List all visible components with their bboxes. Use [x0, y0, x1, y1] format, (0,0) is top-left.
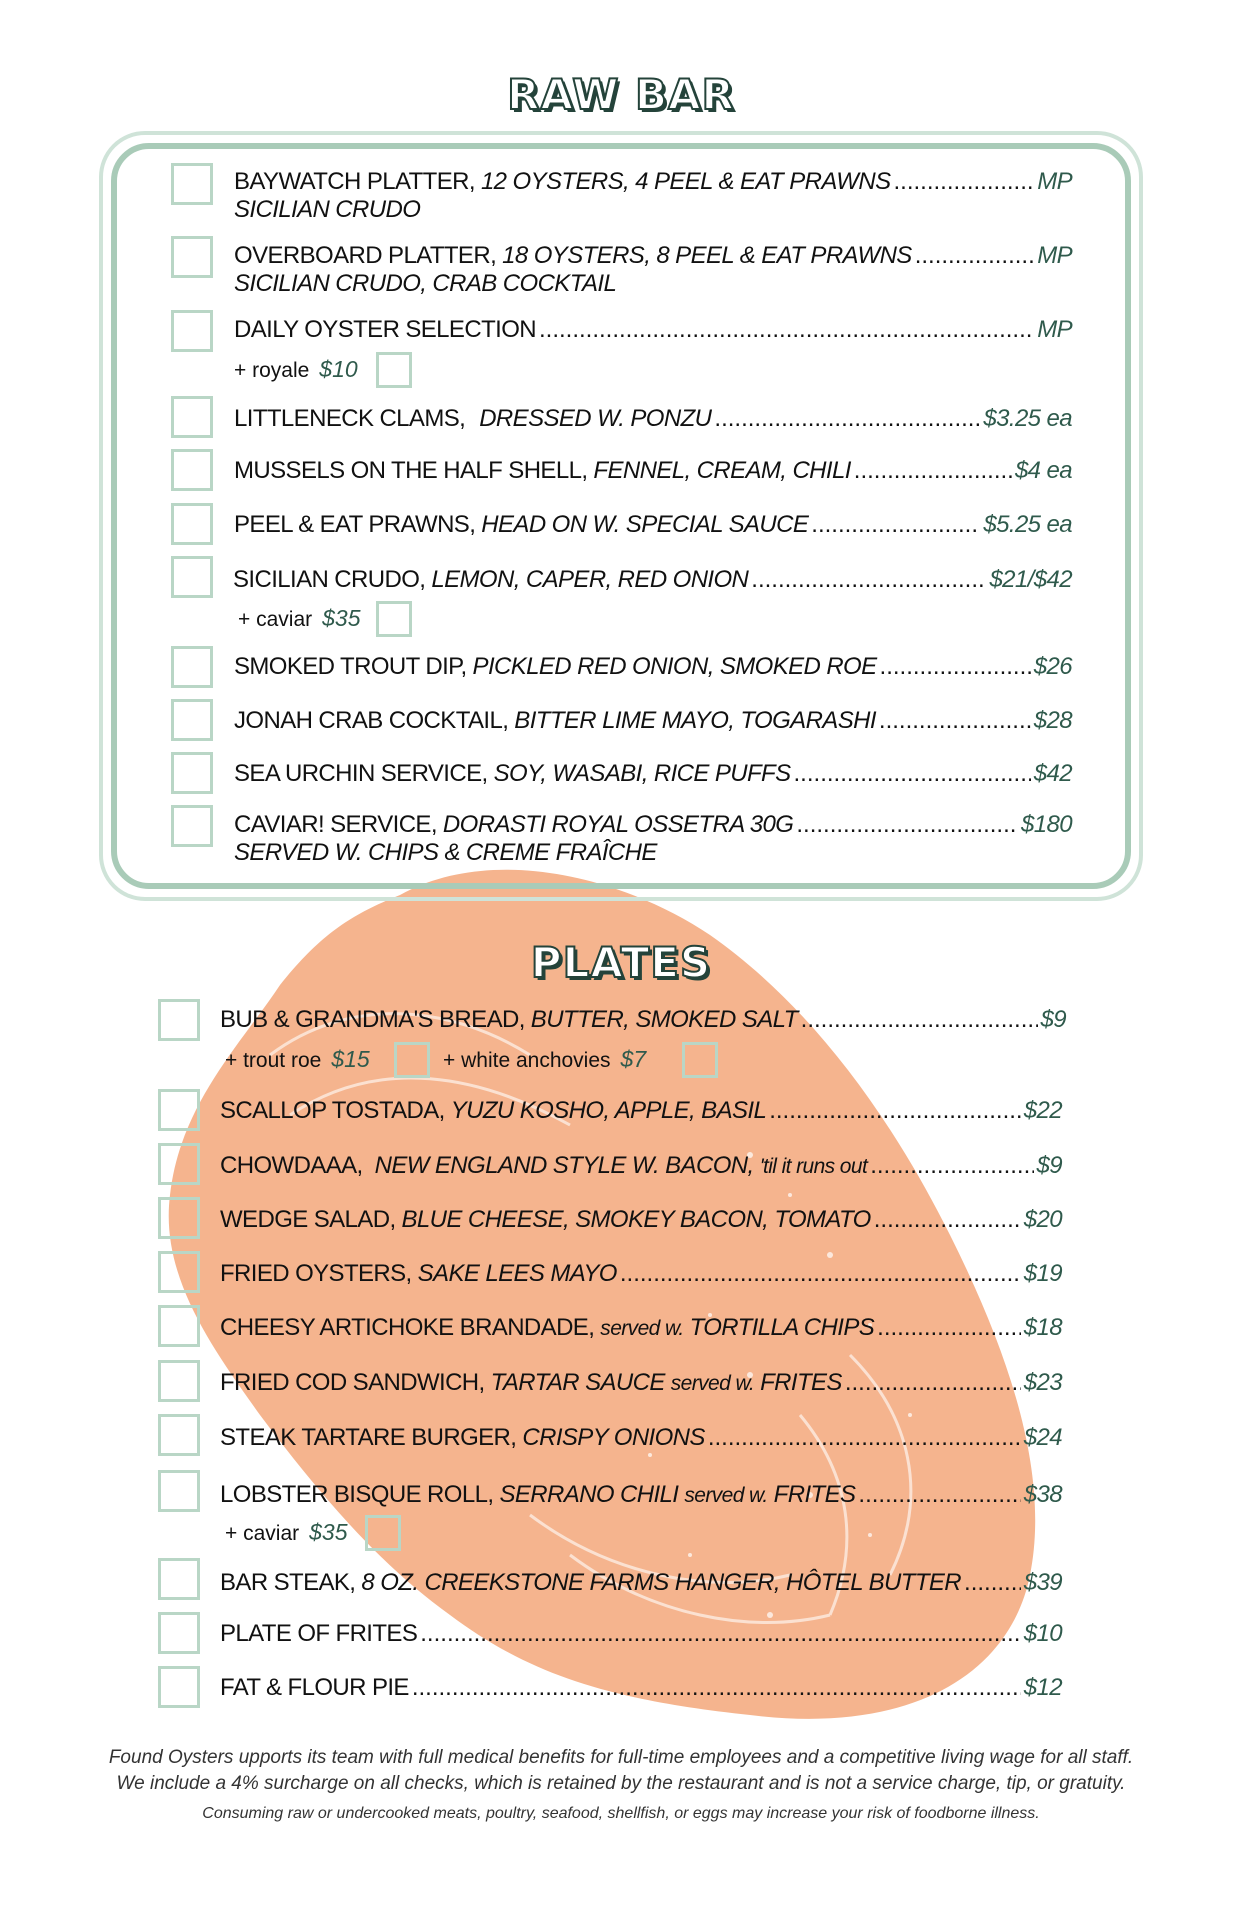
item-note: served w.	[670, 1372, 755, 1395]
item-price: $38	[1023, 1481, 1062, 1508]
item-price: MP	[1037, 316, 1072, 343]
item-desc: SERRANO CHILI	[499, 1481, 679, 1508]
menu-item	[234, 760, 1072, 788]
item-name: PLATE OF FRITES	[220, 1620, 418, 1647]
oyster-shell-illustration	[150, 855, 1070, 1735]
item-name: CHEESY ARTICHOKE BRANDADE,	[220, 1314, 595, 1341]
item-name: FRIED OYSTERS,	[220, 1260, 412, 1287]
item-name: DAILY OYSTER SELECTION	[234, 316, 536, 343]
addon-price: $7	[620, 1046, 647, 1072]
plates-title: PLATES	[530, 938, 712, 987]
item-price: $12	[1023, 1674, 1062, 1701]
checkbox[interactable]	[158, 999, 200, 1041]
item-desc-2: FRITES	[773, 1481, 856, 1508]
checkbox[interactable]	[158, 1089, 200, 1131]
checkbox[interactable]	[171, 236, 213, 278]
menu-item	[234, 511, 1072, 539]
dot-leader	[751, 566, 986, 594]
checkbox[interactable]	[158, 1197, 200, 1239]
menu-item	[220, 1674, 1062, 1702]
menu-item	[220, 1206, 1062, 1234]
item-price: $5.25 ea	[983, 511, 1072, 538]
dot-leader	[796, 811, 1018, 839]
checkbox[interactable]	[158, 1666, 200, 1708]
item-price: $18	[1023, 1314, 1062, 1341]
item-desc: BUTTER, SMOKED SALT	[530, 1006, 798, 1033]
dot-leader	[539, 316, 1034, 344]
item-name: SICILIAN CRUDO,	[233, 566, 426, 593]
checkbox[interactable]	[158, 1251, 200, 1293]
item-price: $28	[1033, 707, 1072, 734]
item-price: MP	[1037, 242, 1072, 269]
addon	[225, 1518, 348, 1548]
checkbox[interactable]	[158, 1612, 200, 1654]
item-price: $21/$42	[989, 566, 1072, 593]
item-name: SMOKED TROUT DIP,	[234, 653, 467, 680]
item-desc: HEAD ON W. SPECIAL SAUCE	[481, 511, 809, 538]
item-desc: YUZU KOSHO, APPLE, BASIL	[450, 1097, 767, 1124]
item-sub: SICILIAN CRUDO	[234, 196, 421, 223]
checkbox[interactable]	[171, 699, 213, 741]
footer-benefits: Found Oysters upports its team with full medical benefits for full-time employees and a competitive living wage for all staff.	[108, 1747, 1134, 1768]
addon-label: + trout roe	[225, 1049, 322, 1072]
addon	[443, 1045, 646, 1075]
checkbox[interactable]	[171, 163, 213, 205]
item-name: CAVIAR! SERVICE,	[234, 811, 437, 838]
item-name: BAR STEAK,	[220, 1569, 356, 1596]
menu-item	[220, 1097, 1062, 1125]
item-name: BUB & GRANDMA'S BREAD,	[220, 1006, 525, 1033]
item-price: $20	[1023, 1206, 1062, 1233]
item-sub: SERVED W. CHIPS & CREME FRAÎCHE	[234, 839, 657, 866]
item-desc: DORASTI ROYAL OSSETRA 30G	[442, 811, 794, 838]
menu-item	[234, 168, 1072, 196]
addon-label: + royale	[234, 359, 310, 382]
menu-item	[234, 811, 1072, 839]
item-price: $4 ea	[1014, 457, 1072, 484]
addon-checkbox[interactable]	[376, 352, 412, 388]
dot-leader	[794, 760, 1031, 788]
menu-item	[220, 1481, 1062, 1510]
item-price: $23	[1023, 1369, 1062, 1396]
addon-checkbox[interactable]	[394, 1042, 430, 1078]
item-desc: CRISPY ONIONS	[522, 1424, 705, 1451]
item-price: MP	[1037, 168, 1072, 195]
item-desc: TARTAR SAUCE	[490, 1369, 665, 1396]
dot-leader	[915, 242, 1034, 270]
addon-checkbox[interactable]	[682, 1042, 718, 1078]
addon-price: $10	[319, 356, 358, 382]
menu-item	[220, 1369, 1062, 1398]
dot-leader	[874, 1206, 1021, 1234]
item-name: MUSSELS ON THE HALF SHELL,	[234, 457, 588, 484]
checkbox[interactable]	[158, 1558, 200, 1600]
item-desc: 12 OYSTERS, 4 PEEL & EAT PRAWNS	[480, 168, 891, 195]
checkbox[interactable]	[171, 310, 213, 352]
addon-label: + caviar	[225, 1522, 300, 1545]
item-name: LOBSTER BISQUE ROLL,	[220, 1481, 494, 1508]
menu-item	[220, 1260, 1062, 1288]
dot-leader	[870, 1152, 1033, 1180]
dot-leader	[845, 1369, 1021, 1397]
menu-item	[220, 1424, 1062, 1452]
item-name: FRIED COD SANDWICH,	[220, 1369, 485, 1396]
menu-item	[234, 316, 1072, 344]
item-price: $22	[1023, 1097, 1062, 1124]
checkbox[interactable]	[171, 503, 213, 545]
item-name: JONAH CRAB COCKTAIL,	[234, 707, 509, 734]
item-name: BAYWATCH PLATTER,	[234, 168, 475, 195]
item-price: $42	[1033, 760, 1072, 787]
addon-checkbox[interactable]	[376, 601, 412, 637]
addon-price: $15	[331, 1046, 370, 1072]
dot-leader	[801, 1006, 1038, 1034]
checkbox[interactable]	[158, 1143, 200, 1185]
item-name: STEAK TARTARE BURGER,	[220, 1424, 517, 1451]
item-desc-2: FRITES	[760, 1369, 842, 1396]
addon-price: $35	[309, 1519, 348, 1545]
menu-item	[220, 1620, 1062, 1648]
item-desc: NEW ENGLAND STYLE W. BACON,	[374, 1152, 754, 1179]
item-name: WEDGE SALAD,	[220, 1206, 396, 1233]
item-name: SCALLOP TOSTADA,	[220, 1097, 445, 1124]
menu-item	[234, 242, 1072, 270]
item-name: SEA URCHIN SERVICE,	[234, 760, 488, 787]
item-note: served w.	[600, 1317, 684, 1340]
item-desc: TORTILLA CHIPS	[689, 1314, 875, 1341]
addon-label: + caviar	[238, 608, 313, 631]
dot-leader	[412, 1674, 1021, 1702]
footer-health-warning: Consuming raw or undercooked meats, poultry, seafood, shellfish, or eggs may increase your risk of foodborne illness.	[202, 1805, 1040, 1822]
checkbox[interactable]	[158, 1414, 200, 1456]
addon	[238, 604, 361, 634]
dot-leader	[854, 457, 1012, 485]
item-name: FAT & FLOUR PIE	[220, 1674, 409, 1701]
dot-leader	[714, 405, 980, 433]
item-name: CHOWDAAA,	[220, 1152, 363, 1179]
menu-item	[220, 1569, 1062, 1597]
menu-item	[220, 1152, 1062, 1181]
addon-label: + white anchovies	[443, 1049, 611, 1072]
item-desc: FENNEL, CREAM, CHILI	[593, 457, 851, 484]
dot-leader	[420, 1620, 1020, 1648]
addon-price: $35	[322, 605, 361, 631]
item-name: PEEL & EAT PRAWNS,	[234, 511, 476, 538]
checkbox[interactable]	[158, 1360, 200, 1402]
menu-item	[234, 457, 1072, 485]
dot-leader	[708, 1424, 1021, 1452]
item-note: 'til it runs out	[759, 1155, 868, 1178]
dot-leader	[769, 1097, 1021, 1125]
menu-item	[234, 405, 1072, 433]
item-desc: SAKE LEES MAYO	[417, 1260, 617, 1287]
checkbox[interactable]	[171, 449, 213, 491]
checkbox[interactable]	[158, 1470, 200, 1512]
item-price: $24	[1023, 1424, 1062, 1451]
dot-leader	[880, 653, 1031, 681]
dot-leader	[877, 1314, 1021, 1342]
addon	[234, 355, 358, 385]
addon-checkbox[interactable]	[365, 1515, 401, 1551]
checkbox[interactable]	[171, 396, 213, 438]
item-price: $3.25 ea	[983, 405, 1072, 432]
dot-leader	[620, 1260, 1021, 1288]
menu-item	[233, 566, 1072, 594]
menu-item	[220, 1006, 1066, 1034]
dot-leader	[858, 1481, 1020, 1509]
dot-leader	[811, 511, 980, 539]
menu-item	[234, 653, 1072, 681]
item-desc: BLUE CHEESE, SMOKEY BACON, TOMATO	[401, 1206, 871, 1233]
item-desc: DRESSED W. PONZU	[479, 405, 712, 432]
item-desc: 18 OYSTERS, 8 PEEL & EAT PRAWNS	[502, 242, 912, 269]
item-desc: BITTER LIME MAYO, TOGARASHI	[514, 707, 876, 734]
raw-bar-title: RAW BAR	[507, 70, 735, 119]
menu-item	[234, 707, 1072, 735]
item-price: $26	[1033, 653, 1072, 680]
checkbox[interactable]	[171, 805, 213, 847]
item-desc: 8 OZ. CREEKSTONE FARMS HANGER, HÔTEL BUTTER	[361, 1569, 962, 1596]
dot-leader	[964, 1569, 1021, 1597]
dot-leader	[879, 707, 1031, 735]
footer-surcharge: We include a 4% surcharge on all checks, which is retained by the restaurant and is not a service charge, tip, or gratuity.	[116, 1773, 1126, 1794]
item-price: $39	[1023, 1569, 1062, 1596]
checkbox[interactable]	[171, 752, 213, 794]
item-name: OVERBOARD PLATTER,	[234, 242, 497, 269]
item-desc: PICKLED RED ONION, SMOKED ROE	[472, 653, 877, 680]
item-note: served w.	[684, 1484, 768, 1507]
item-name: LITTLENECK CLAMS,	[234, 405, 466, 432]
item-desc: SOY, WASABI, RICE PUFFS	[493, 760, 791, 787]
item-price: $9	[1040, 1006, 1066, 1033]
item-price: $180	[1021, 811, 1072, 838]
checkbox[interactable]	[158, 1305, 200, 1347]
item-price: $10	[1023, 1620, 1062, 1647]
checkbox[interactable]	[171, 556, 213, 598]
item-price: $9	[1036, 1152, 1062, 1179]
menu-item	[220, 1314, 1062, 1343]
item-sub: SICILIAN CRUDO, CRAB COCKTAIL	[234, 270, 617, 297]
item-price: $19	[1023, 1260, 1062, 1287]
addon	[225, 1045, 370, 1075]
dot-leader	[894, 168, 1035, 196]
item-desc: LEMON, CAPER, RED ONION	[431, 566, 749, 593]
checkbox[interactable]	[171, 646, 213, 688]
